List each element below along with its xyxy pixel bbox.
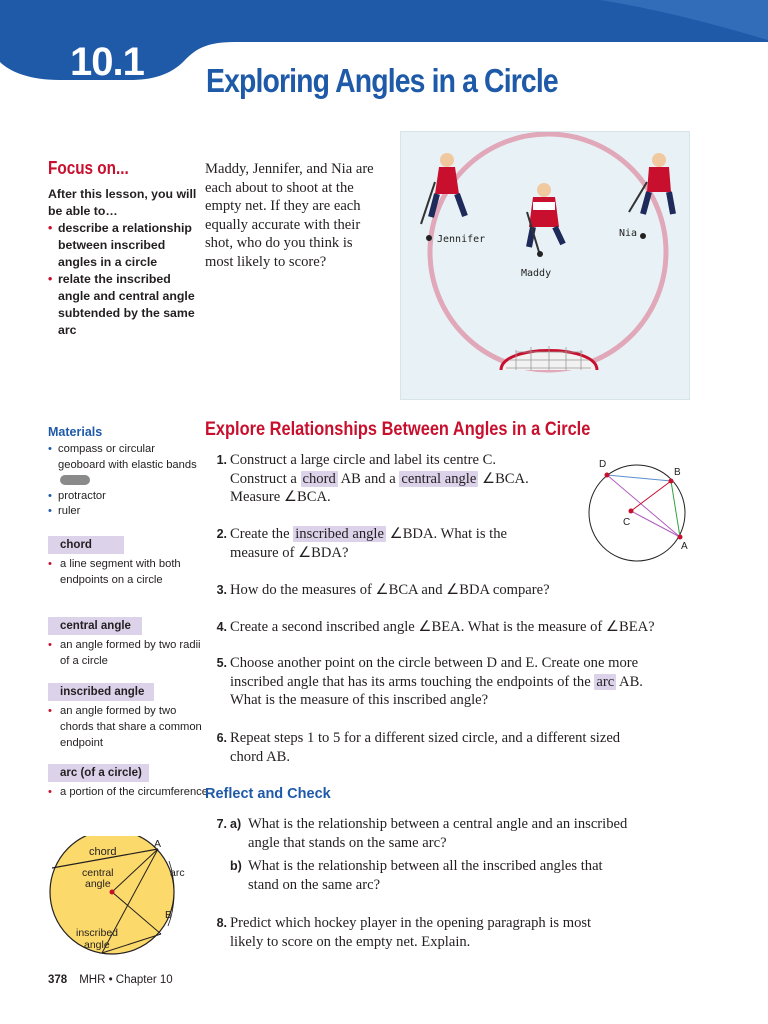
glossary-term-arc: arc (of a circle) (48, 764, 149, 782)
label-nia: Nia (619, 228, 638, 239)
player-nia (629, 153, 673, 214)
label-arc: arc (170, 867, 185, 879)
label-c: C (623, 517, 631, 528)
glossary-def-inscribed-angle: • an angle formed by two chords that share a common endpoint (48, 704, 210, 751)
hockey-net (501, 346, 597, 370)
glossary-term-inscribed-angle: inscribed angle (48, 683, 154, 701)
chapter-label: MHR • Chapter 10 (79, 974, 173, 986)
focus-body (48, 186, 198, 339)
label-angle-2: angle (84, 939, 110, 951)
term-inscribed-angle: inscribed angle (295, 526, 384, 542)
focus-intro: After this lesson, you will be able to… (48, 187, 197, 218)
material-item: • ruler (58, 504, 198, 520)
focus-heading: Focus on... (48, 158, 129, 178)
glossary-def-arc: • a portion of the circumference (48, 785, 210, 801)
label-central: central (82, 867, 114, 879)
hockey-drawing (401, 132, 689, 399)
material-item: • protractor (58, 489, 198, 505)
label-a: A (154, 838, 162, 850)
label-inscribed: inscribed (76, 927, 119, 939)
label-chord: chord (89, 846, 117, 858)
label-jennifer: Jennifer (437, 234, 486, 245)
focus-item: • describe a relationship between inscribed angles in a circle (58, 220, 198, 271)
term-chord: chord (302, 470, 336, 487)
materials-list (48, 442, 198, 520)
glossary-circle-diagram (44, 836, 204, 960)
page-title: Exploring Angles in a Circle (206, 62, 558, 99)
elastic-band-icon (60, 475, 90, 485)
player-jennifer (421, 153, 465, 224)
glossary-def-central-angle: • an angle formed by two radii of a circle (48, 638, 210, 670)
label-a: A (681, 541, 688, 552)
reflect-heading: Reflect and Check (205, 786, 331, 802)
intro-paragraph: Maddy, Jennifer, and Nia are each about to shoot at the empty net. If they are each equally accurate with their shot, who do you think is most likely to score? (205, 161, 374, 270)
materials-heading: Materials (48, 425, 103, 439)
glossary-term-chord: chord (48, 536, 124, 554)
material-item: • compass or circular geoboard with elastic bands (58, 442, 198, 489)
player-maddy (527, 183, 563, 257)
label-b: B (674, 467, 681, 478)
label-maddy: Maddy (521, 268, 552, 279)
footer (48, 974, 173, 986)
page-number: 378 (48, 974, 68, 986)
label-b: B (165, 909, 173, 921)
term-central-angle: central angle (401, 470, 477, 487)
section-heading: Explore Relationships Between Angles in a Circle (205, 418, 591, 440)
glossary-term-central-angle: central angle (48, 617, 142, 635)
lesson-number: 10.1 (70, 40, 144, 84)
term-arc: arc (596, 673, 615, 690)
focus-item: • relate the inscribed angle and central angle subtended by the same arc (58, 271, 198, 339)
hockey-illustration (400, 131, 690, 400)
glossary-def-chord: • a line segment with both endpoints on a circle (48, 557, 210, 589)
explore-circle-diagram (585, 455, 695, 567)
label-angle: angle (85, 878, 111, 890)
label-d: D (599, 459, 607, 470)
